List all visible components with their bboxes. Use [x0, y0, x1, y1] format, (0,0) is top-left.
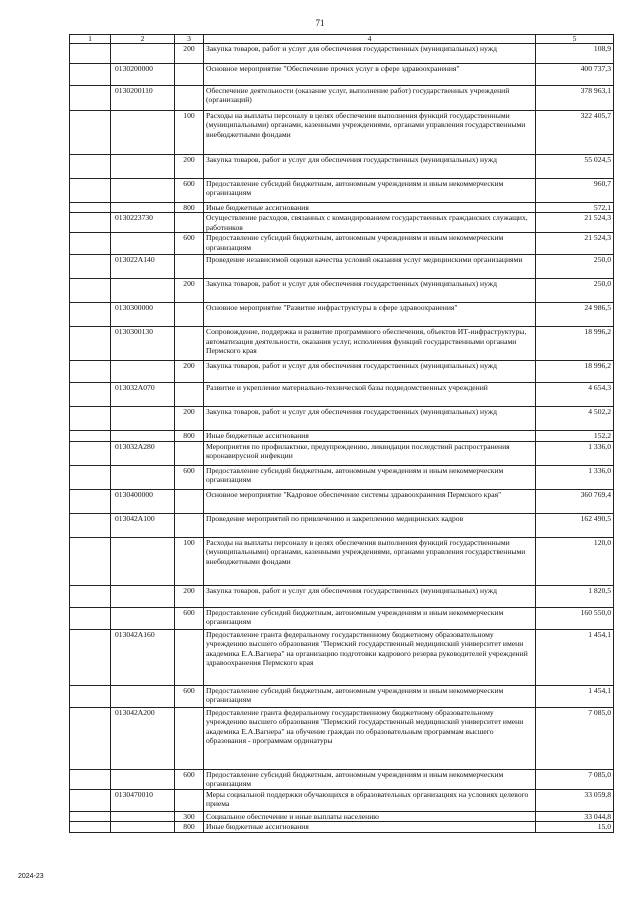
budget-table — [69, 34, 614, 833]
target-article-code — [111, 179, 175, 203]
expense-type-code: 200 — [175, 585, 204, 607]
amount-value: 160 550,0 — [536, 607, 614, 629]
amount-value: 378 963,1 — [536, 86, 614, 111]
section-cell — [70, 811, 111, 821]
expense-type-code — [175, 303, 204, 327]
section-cell — [70, 513, 111, 537]
target-article-code — [111, 279, 175, 303]
amount-value: 1 820,5 — [536, 585, 614, 607]
target-article-code — [111, 685, 175, 707]
target-article-code — [111, 111, 175, 155]
table-row — [70, 537, 614, 585]
amount-value: 1 336,0 — [536, 465, 614, 489]
target-article-code — [111, 361, 175, 383]
amount-value: 152,2 — [536, 431, 614, 441]
expense-name: Социальное обеспечение и иные выплаты населению — [204, 811, 536, 821]
section-cell — [70, 383, 111, 407]
expense-name: Иные бюджетные ассигнования — [204, 822, 536, 832]
table-header — [70, 35, 614, 44]
table-row — [70, 685, 614, 707]
table-row — [70, 233, 614, 255]
expense-type-code: 200 — [175, 44, 204, 64]
section-cell — [70, 203, 111, 213]
target-article-code — [111, 607, 175, 629]
target-article-code: 0130200000 — [111, 64, 175, 86]
section-cell — [70, 685, 111, 707]
expense-type-code — [175, 707, 204, 769]
expense-type-code: 600 — [175, 769, 204, 789]
expense-name: Закупка товаров, работ и услуг для обеспечения государственных (муниципальных) нужд — [204, 585, 536, 607]
amount-value: 250,0 — [536, 255, 614, 279]
amount-value: 33 059,8 — [536, 789, 614, 811]
amount-value: 7 085,0 — [536, 707, 614, 769]
amount-value: 162 490,5 — [536, 513, 614, 537]
expense-name: Закупка товаров, работ и услуг для обеспечения государственных (муниципальных) нужд — [204, 361, 536, 383]
expense-type-code: 200 — [175, 279, 204, 303]
table-row — [70, 155, 614, 179]
target-article-code: 0130470010 — [111, 789, 175, 811]
amount-value: 1 454,1 — [536, 629, 614, 685]
expense-type-code — [175, 327, 204, 361]
section-cell — [70, 179, 111, 203]
table-row — [70, 44, 614, 64]
expense-name: Предоставление гранта федеральному государственному бюджетному образовательному учреждению высшего образования "Пермский государственный медицинский университет имени академика Е.А.Вагнера" на организацию подготовки кадрового резерва руководителей учреждений здравоохранения Пермского края — [204, 629, 536, 685]
target-article-code — [111, 537, 175, 585]
table-row — [70, 86, 614, 111]
expense-type-code — [175, 86, 204, 111]
table-row — [70, 822, 614, 832]
target-article-code: 013022А140 — [111, 255, 175, 279]
expense-name: Сопровождение, поддержка и развитие программного обеспечения, объектов ИТ-инфраструктуры, автоматизация деятельности, оказания услуг, исполнения функций государственными органами Пермского края — [204, 327, 536, 361]
expense-type-code: 600 — [175, 685, 204, 707]
target-article-code — [111, 233, 175, 255]
amount-value: 360 769,4 — [536, 489, 614, 513]
table-row — [70, 585, 614, 607]
section-cell — [70, 303, 111, 327]
expense-type-code: 800 — [175, 822, 204, 832]
footer-document-code: 2024-23 — [18, 873, 44, 880]
amount-value: 960,7 — [536, 179, 614, 203]
table-row — [70, 303, 614, 327]
expense-type-code: 100 — [175, 537, 204, 585]
expense-type-code: 800 — [175, 203, 204, 213]
expense-type-code: 600 — [175, 179, 204, 203]
table-row — [70, 707, 614, 769]
section-cell — [70, 255, 111, 279]
amount-value: 33 044,8 — [536, 811, 614, 821]
table-row — [70, 489, 614, 513]
expense-name: Закупка товаров, работ и услуг для обеспечения государственных (муниципальных) нужд — [204, 155, 536, 179]
expense-name: Закупка товаров, работ и услуг для обеспечения государственных (муниципальных) нужд — [204, 279, 536, 303]
table-row — [70, 407, 614, 431]
amount-value: 4 502,2 — [536, 407, 614, 431]
target-article-code — [111, 155, 175, 179]
expense-name: Осуществление расходов, связанных с командированием государственных гражданских служащих, работников — [204, 213, 536, 233]
expense-type-code: 200 — [175, 407, 204, 431]
table-row — [70, 203, 614, 213]
section-cell — [70, 585, 111, 607]
section-cell — [70, 707, 111, 769]
section-cell — [70, 86, 111, 111]
expense-type-code — [175, 789, 204, 811]
target-article-code: 0130223730 — [111, 213, 175, 233]
section-cell — [70, 111, 111, 155]
section-cell — [70, 213, 111, 233]
section-cell — [70, 607, 111, 629]
amount-value: 21 524,3 — [536, 213, 614, 233]
expense-name: Обеспечение деятельности (оказание услуг, выполнение работ) государственных учреждений (организаций) — [204, 86, 536, 111]
amount-value: 572,1 — [536, 203, 614, 213]
section-cell — [70, 361, 111, 383]
amount-value: 400 737,3 — [536, 64, 614, 86]
table-row — [70, 789, 614, 811]
target-article-code — [111, 585, 175, 607]
table-row — [70, 64, 614, 86]
expense-type-code: 300 — [175, 811, 204, 821]
expense-type-code — [175, 64, 204, 86]
table-row — [70, 279, 614, 303]
expense-name: Расходы на выплаты персоналу в целях обеспечения выполнения функций государственными (муниципальными) органами, казенными учреждениями, органами управления государственными внебюджетными фондами — [204, 537, 536, 585]
expense-name: Расходы на выплаты персоналу в целях обеспечения выполнения функций государственными (муниципальными) органами, казенными учреждениями, органами управления государственными внебюджетными фондами — [204, 111, 536, 155]
target-article-code — [111, 811, 175, 821]
expense-name: Развитие и укрепление материально-технической базы подведомственных учреждений — [204, 383, 536, 407]
column-number-1: 1 — [70, 35, 111, 44]
expense-type-code: 200 — [175, 155, 204, 179]
section-cell — [70, 279, 111, 303]
amount-value: 21 524,3 — [536, 233, 614, 255]
expense-name: Предоставление субсидий бюджетным, автономным учреждениям и иным некоммерческим организациям — [204, 769, 536, 789]
amount-value: 18 996,2 — [536, 361, 614, 383]
column-number-5: 5 — [536, 35, 614, 44]
target-article-code: 0130300130 — [111, 327, 175, 361]
expense-name: Основное мероприятие "Обеспечение прочих услуг в сфере здравоохранения" — [204, 64, 536, 86]
target-article-code: 013042А100 — [111, 513, 175, 537]
target-article-code — [111, 44, 175, 64]
amount-value: 120,0 — [536, 537, 614, 585]
expense-name: Иные бюджетные ассигнования — [204, 431, 536, 441]
expense-name: Предоставление субсидий бюджетным, автономным учреждениям и иным некоммерческим организациям — [204, 233, 536, 255]
table-row — [70, 383, 614, 407]
expense-name: Предоставление субсидий бюджетным, автономным учреждениям и иным некоммерческим организациям — [204, 179, 536, 203]
expense-name: Проведение мероприятий по привлечению и закреплению медицинских кадров — [204, 513, 536, 537]
target-article-code: 013032А280 — [111, 441, 175, 465]
column-number-3: 3 — [175, 35, 204, 44]
target-article-code: 0130200110 — [111, 86, 175, 111]
expense-type-code: 200 — [175, 361, 204, 383]
target-article-code — [111, 203, 175, 213]
amount-value: 1 336,0 — [536, 441, 614, 465]
table-row — [70, 179, 614, 203]
target-article-code: 0130400000 — [111, 489, 175, 513]
table-row — [70, 811, 614, 821]
expense-type-code — [175, 441, 204, 465]
table-row — [70, 607, 614, 629]
table-body — [70, 44, 614, 833]
expense-type-code — [175, 513, 204, 537]
section-cell — [70, 629, 111, 685]
table-row — [70, 327, 614, 361]
table-row — [70, 441, 614, 465]
expense-name: Предоставление гранта федеральному государственному бюджетному образовательному учреждению высшего образования "Пермский государственный медицинский университет имени академика Е.А.Вагнера" на обучение граждан по образовательным программам высшего образования - программам ординатуры — [204, 707, 536, 769]
section-cell — [70, 44, 111, 64]
expense-name: Предоставление субсидий бюджетным, автономным учреждениям и иным некоммерческим организациям — [204, 465, 536, 489]
section-cell — [70, 537, 111, 585]
table-row — [70, 465, 614, 489]
expense-type-code — [175, 489, 204, 513]
section-cell — [70, 155, 111, 179]
expense-name: Предоставление субсидий бюджетным, автономным учреждениям и иным некоммерческим организациям — [204, 685, 536, 707]
section-cell — [70, 441, 111, 465]
amount-value: 108,9 — [536, 44, 614, 64]
expense-type-code: 600 — [175, 607, 204, 629]
amount-value: 322 405,7 — [536, 111, 614, 155]
expense-name: Основное мероприятие "Развитие инфраструктуры в сфере здравоохранения" — [204, 303, 536, 327]
table-row — [70, 769, 614, 789]
table-row — [70, 361, 614, 383]
expense-name: Основное мероприятие "Кадровое обеспечение системы здравоохранения Пермского края" — [204, 489, 536, 513]
section-cell — [70, 407, 111, 431]
expense-name: Иные бюджетные ассигнования — [204, 203, 536, 213]
target-article-code — [111, 431, 175, 441]
section-cell — [70, 431, 111, 441]
column-number-2: 2 — [111, 35, 175, 44]
target-article-code — [111, 407, 175, 431]
amount-value: 24 986,5 — [536, 303, 614, 327]
table-row — [70, 629, 614, 685]
amount-value: 1 454,1 — [536, 685, 614, 707]
budget-table-wrapper — [69, 34, 613, 833]
expense-type-code: 600 — [175, 465, 204, 489]
amount-value: 18 996,2 — [536, 327, 614, 361]
column-number-4: 4 — [204, 35, 536, 44]
page-number: 71 — [315, 18, 325, 28]
expense-name: Закупка товаров, работ и услуг для обеспечения государственных (муниципальных) нужд — [204, 44, 536, 64]
table-row — [70, 111, 614, 155]
expense-name: Закупка товаров, работ и услуг для обеспечения государственных (муниципальных) нужд — [204, 407, 536, 431]
section-cell — [70, 64, 111, 86]
expense-type-code: 100 — [175, 111, 204, 155]
amount-value: 250,0 — [536, 279, 614, 303]
section-cell — [70, 769, 111, 789]
expense-type-code — [175, 255, 204, 279]
table-row — [70, 255, 614, 279]
expense-name: Проведение независимой оценки качества условий оказания услуг медицинскими организациями — [204, 255, 536, 279]
section-cell — [70, 465, 111, 489]
target-article-code: 013042А160 — [111, 629, 175, 685]
expense-type-code — [175, 629, 204, 685]
amount-value: 55 024,5 — [536, 155, 614, 179]
table-row — [70, 431, 614, 441]
section-cell — [70, 489, 111, 513]
target-article-code — [111, 769, 175, 789]
target-article-code — [111, 465, 175, 489]
amount-value: 4 654,3 — [536, 383, 614, 407]
target-article-code: 013032А070 — [111, 383, 175, 407]
amount-value: 15,0 — [536, 822, 614, 832]
target-article-code — [111, 822, 175, 832]
section-cell — [70, 822, 111, 832]
expense-type-code: 800 — [175, 431, 204, 441]
amount-value: 7 085,0 — [536, 769, 614, 789]
target-article-code: 0130300000 — [111, 303, 175, 327]
section-cell — [70, 789, 111, 811]
table-row — [70, 513, 614, 537]
target-article-code: 013042А200 — [111, 707, 175, 769]
expense-name: Предоставление субсидий бюджетным, автономным учреждениям и иным некоммерческим организациям — [204, 607, 536, 629]
table-row — [70, 213, 614, 233]
section-cell — [70, 327, 111, 361]
expense-type-code — [175, 213, 204, 233]
expense-name: Мероприятия по профилактике, предупреждению, ликвидации последствий распространения коронавирусной инфекции — [204, 441, 536, 465]
expense-type-code — [175, 383, 204, 407]
section-cell — [70, 233, 111, 255]
expense-name: Меры социальной поддержки обучающихся в образовательных организациях на условиях целевого приема — [204, 789, 536, 811]
expense-type-code: 600 — [175, 233, 204, 255]
